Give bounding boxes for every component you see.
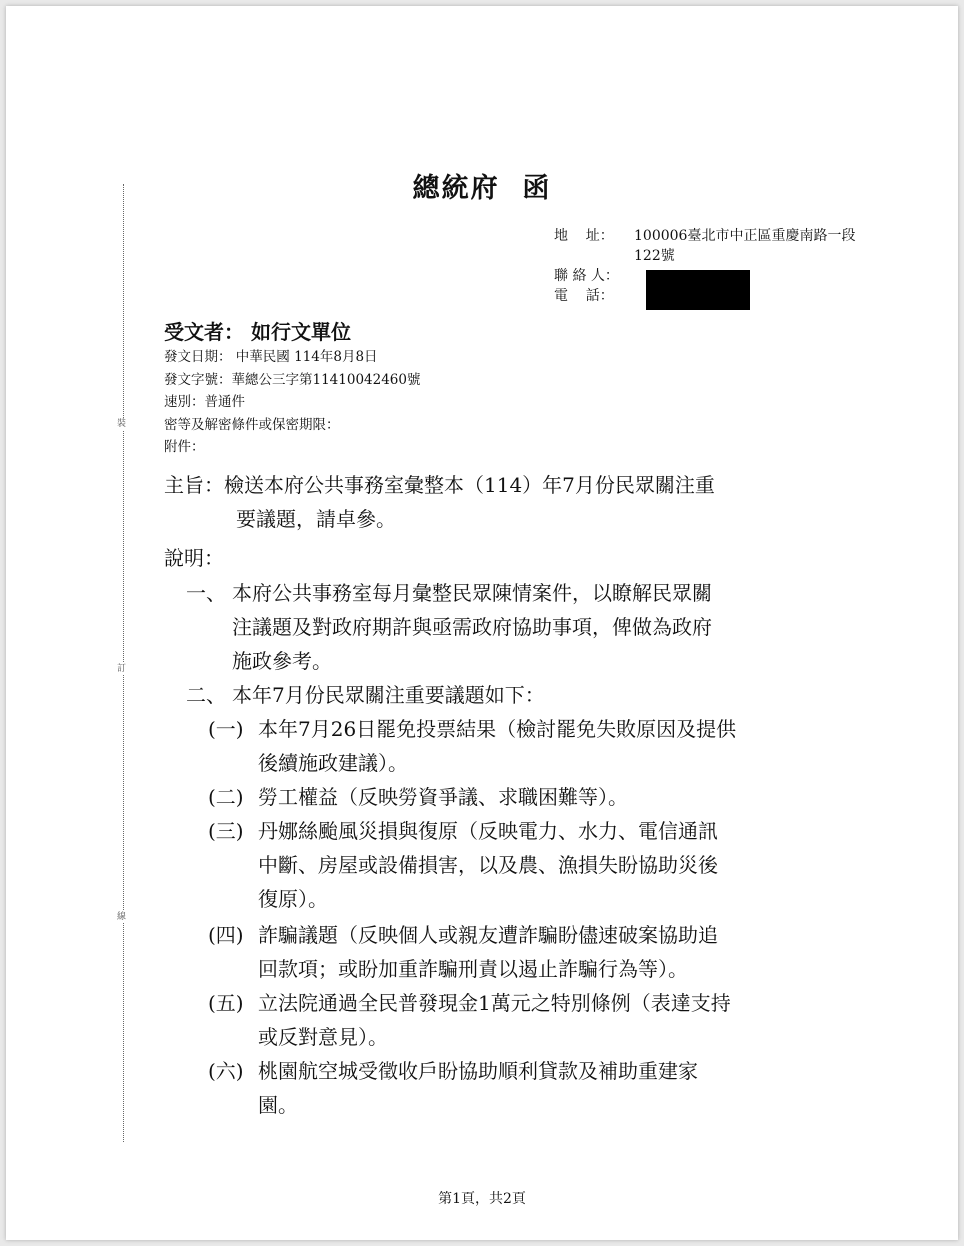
explanation-label: 說明： (164, 546, 224, 570)
subject-text-line1: 檢送本府公共事務室彙整本（114）年7月份民眾關注重 (224, 473, 715, 497)
subject-label: 主旨： (164, 473, 224, 497)
delivery-speed: 速別：普通件 (164, 394, 245, 410)
binding-mark-xian: 線 (117, 912, 127, 922)
sub-item-3: (三) 丹娜絲颱風災損與復原（反映電力、水力、電信通訊 中斷、房屋或設備損害，以及農、漁損失盼協助災後 復原）。 (208, 814, 828, 916)
sub-item-number: (二) (208, 785, 244, 809)
address-label: 地 址： (554, 228, 614, 244)
recipient-line: 受文者： 如行文單位 (164, 320, 351, 344)
secrecy-level: 密等及解密條件或保密期限： (164, 416, 340, 433)
explanation-item-2: 二、 本年7月份民眾關注重要議題如下： (186, 678, 826, 712)
sub-item-6: (六) 桃園航空城受徵收戶盼協助順利貸款及補助重建家 園。 (208, 1054, 828, 1122)
document-page (6, 6, 958, 1240)
sub-item-number: (三) (208, 819, 244, 843)
document-info (164, 346, 420, 459)
attachments: 附件： (164, 439, 205, 455)
sub-item-5: (五) 立法院通過全民普發現金1萬元之特別條例（表達支持 或反對意見）。 (208, 986, 828, 1054)
sub-item-4: (四) 詐騙議題（反映個人或親友遭詐騙盼儘速破案協助追 回款項；或盼加重詐騙刑責以遏止詐騙行為等）。 (208, 918, 828, 986)
sub-item-number: (一) (208, 717, 244, 741)
binding-mark-ding: 訂 (117, 664, 127, 674)
document-number: 發文字號：華總公三字第11410042460號 (164, 371, 421, 388)
page-footer: 第1頁，共2頁 (438, 1191, 526, 1207)
phone-label: 電 話： (554, 288, 614, 304)
redaction-block (646, 270, 750, 310)
item-number: 一、 (186, 581, 226, 605)
issue-date: 發文日期： 中華民國 114年8月8日 (164, 349, 378, 365)
document-title: 總統府 函 (412, 173, 552, 204)
sub-item-1: (一) 本年7月26日罷免投票結果（檢討罷免失敗原因及提供 後續施政建議）。 (208, 712, 828, 780)
sub-item-number: (五) (208, 991, 244, 1015)
explanation-item-1: 一、 本府公共事務室每月彙整民眾陳情案件，以瞭解民眾關 注議題及對政府期許與亟需政府協助事項，俾做為政府 施政參考。 (186, 576, 826, 678)
binding-mark-zhuang: 裝 (117, 419, 127, 429)
subject-section (164, 468, 814, 536)
item-number: 二、 (186, 683, 226, 707)
sub-item-number: (六) (208, 1059, 244, 1083)
address-value: 100006臺北市中正區重慶南路一段122號 (634, 228, 856, 264)
subject-text-line2: 要議題，請卓參。 (236, 507, 396, 531)
contact-label: 聯 絡 人： (554, 268, 619, 284)
sub-item-number: (四) (208, 923, 244, 947)
sub-item-2: (二) 勞工權益（反映勞資爭議、求職困難等）。 (208, 780, 828, 814)
